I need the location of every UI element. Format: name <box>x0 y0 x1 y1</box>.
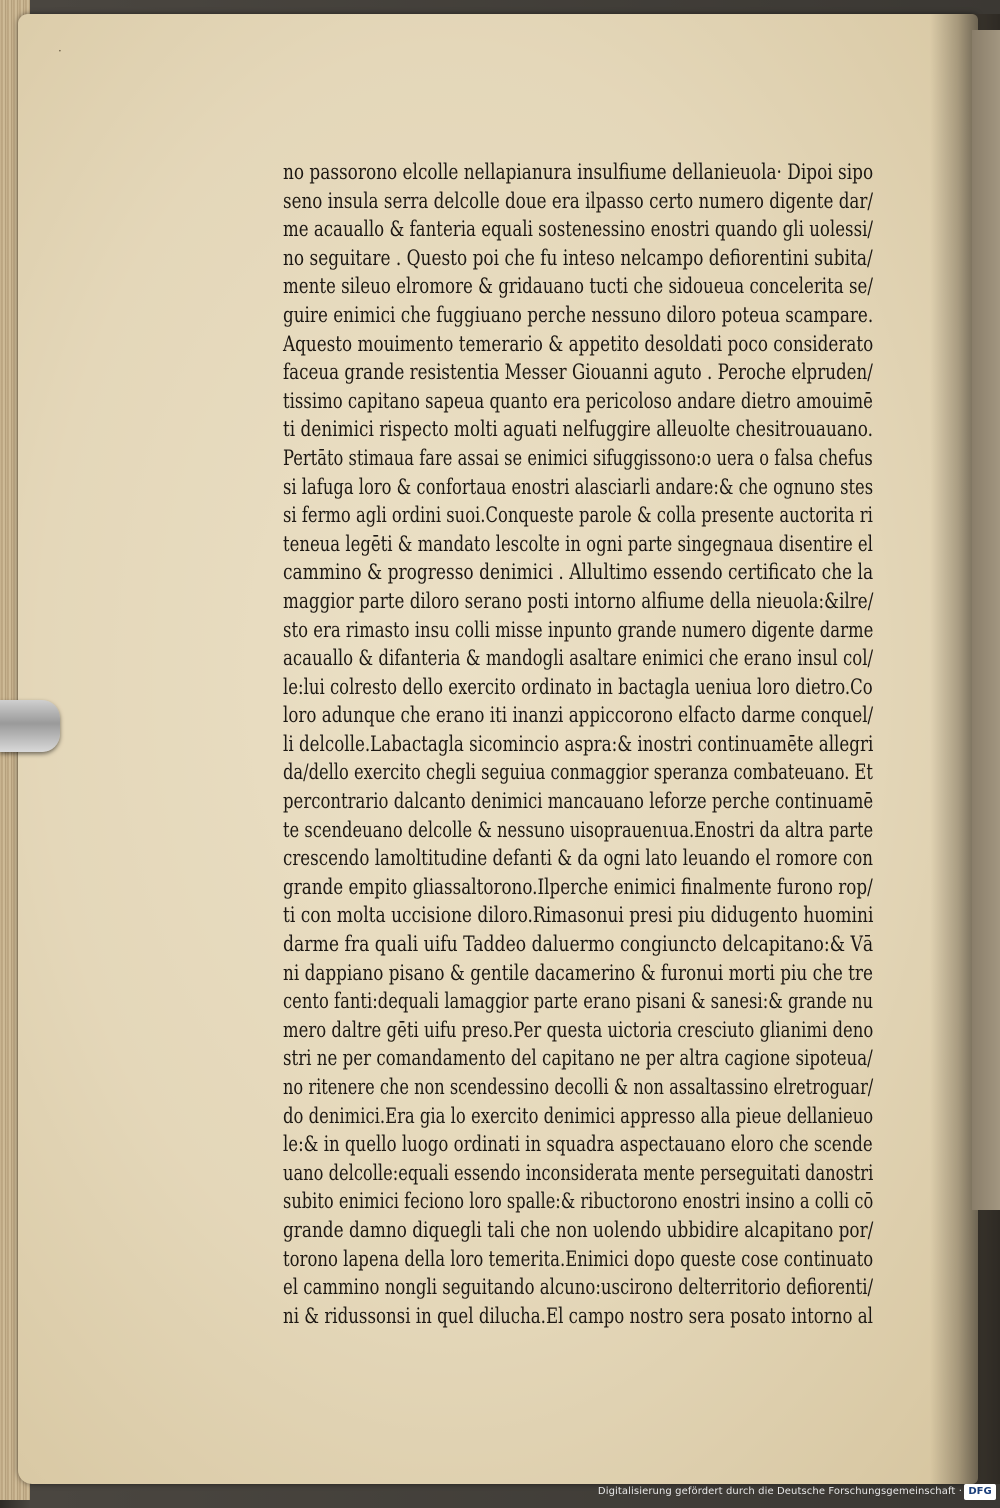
facing-page-edge <box>972 30 1000 1210</box>
text-line: percontrario dalcanto denimici mancauano leforze perche continuamē <box>283 789 874 814</box>
text-line: do denimici.Era gia lo exercito denimici appresso alla pieue dellanieuo <box>283 1103 874 1128</box>
text-line: seno insula serra delcolle doue era ilpasso certo numero digente dar/ <box>283 188 874 213</box>
dfg-logo: DFG <box>964 1484 996 1500</box>
digitization-credit: Digitalisierung gefördert durch die Deutsche Forschungsgemeinschaft · <box>597 1486 962 1497</box>
text-line: torono lapena della loro temerita.Enimici dopo queste cose continuato <box>283 1246 874 1271</box>
text-line: el cammino nongli seguitando alcuno:uscirono delterritorio defiorenti/ <box>283 1275 874 1300</box>
text-line: si lafuga loro & confortaua enostri alasciarli andare:& che ognuno stes <box>283 474 874 499</box>
text-line: le:lui colresto dello exercito ordinato in bactagla ueniua loro dietro.Co <box>283 674 873 699</box>
text-line: crescendo lamoltitudine defanti & da ogni lato leuando el romore con <box>283 846 874 871</box>
text-line: Aquesto mouimento temerario & appetito desoldati poco considerato <box>283 331 874 356</box>
text-line: darme fra quali uifu Taddeo daluermo congiuncto delcapitano:& Vā <box>283 932 874 957</box>
text-line: no seguitare . Questo poi che fu inteso nelcampo defiorentini subita/ <box>283 245 873 270</box>
text-line: da/dello exercito chegli seguiua conmaggior speranza combateuano. Et <box>283 760 873 785</box>
text-line: faceua grande resistentia Messer Giouanni aguto . Peroche elpruden/ <box>283 360 873 385</box>
text-line: si fermo agli ordini suoi.Conqueste parole & colla presente auctorita ri <box>283 503 873 528</box>
text-line: sto era rimasto insu colli misse inpunto grande numero digente darme <box>283 617 874 642</box>
printed-text-block <box>283 158 883 1330</box>
text-line: ni & ridussonsi in quel dilucha.El campo nostro sera posato intorno al <box>283 1303 873 1328</box>
text-line: Pertāto stimaua fare assai se enimici sifuggissono:o uera o falsa chefus <box>283 445 873 470</box>
text-line: mero daltre gēti uifu preso.Per questa uictoria cresciuto glianimi deno <box>283 1017 874 1042</box>
text-line: tissimo capitano sapeua quanto era pericoloso andare dietro amouimē <box>283 388 873 413</box>
text-line: maggior parte diloro serano posti intorno alfiume della nieuola:&ilre/ <box>283 588 874 613</box>
text-line: ti denimici rispecto molti aguati nelfuggire alleuolte chesitrouauano. <box>283 417 873 442</box>
text-line: cento fanti:dequali lamaggior parte erano pisani & sanesi:& grande nu <box>283 989 874 1014</box>
text-line: ti con molta uccisione diloro.Rimasonui presi piu didugento huomini <box>283 903 874 928</box>
page-clip <box>0 700 60 752</box>
text-line: no ritenere che non scendessino decolli & non assaltassino elretroguar/ <box>283 1075 874 1099</box>
text-line: stri ne per comandamento del capitano ne per altra cagione sipoteua/ <box>283 1046 873 1071</box>
text-line: grande damno diquegli tali che non uolendo ubbidire alcapitano por/ <box>283 1217 874 1242</box>
text-line: grande empito gliassaltorono.Ilperche enimici finalmente furono rop/ <box>283 874 873 899</box>
text-line: subito enimici feciono loro spalle:& ribuctorono enostri insino a colli cō <box>283 1189 874 1214</box>
text-line: guire enimici che fuggiuano perche nessuno diloro poteua scampare. <box>283 302 874 327</box>
text-line: me acauallo & fanteria equali sostenessino enostri quando gli uolessi/ <box>283 217 873 242</box>
text-line: cammino & progresso denimici . Allultimo essendo certificato che la <box>283 560 874 585</box>
text-line: uano delcolle:equali essendo inconsiderata mente perseguitati danostri <box>283 1160 874 1185</box>
text-line: le:& in quello luogo ordinati in squadra aspectauano eloro che scende <box>283 1132 873 1157</box>
text-line: ni dappiano pisano & gentile dacamerino & furonui morti piu che tre <box>283 960 873 985</box>
text-line: te scendeuano delcolle & nessuno uisoprauenιua.Enostri da altra parte <box>283 817 874 842</box>
text-line: teneua legēti & mandato lescolte in ogni parte singegnaua disentire el <box>283 531 873 556</box>
text-line: li delcolle.Labactagla sicomincio aspra:& inostri continuamēte allegri <box>283 731 874 756</box>
text-line: loro adunque che erano iti inanzi appiccorono elfacto darme conquel/ <box>283 703 874 728</box>
text-line: no passorono elcolle nellapianura insulfiume dellanieuola· Dipoi sipo <box>283 160 874 184</box>
text-line: mente sileuo elromore & gridauano tucti che sidoueua concelerita se/ <box>283 274 873 299</box>
page-smudge: · <box>58 44 62 58</box>
text-line: acauallo & difanteria & mandogli asaltare enimici che erano insul col/ <box>283 646 874 671</box>
